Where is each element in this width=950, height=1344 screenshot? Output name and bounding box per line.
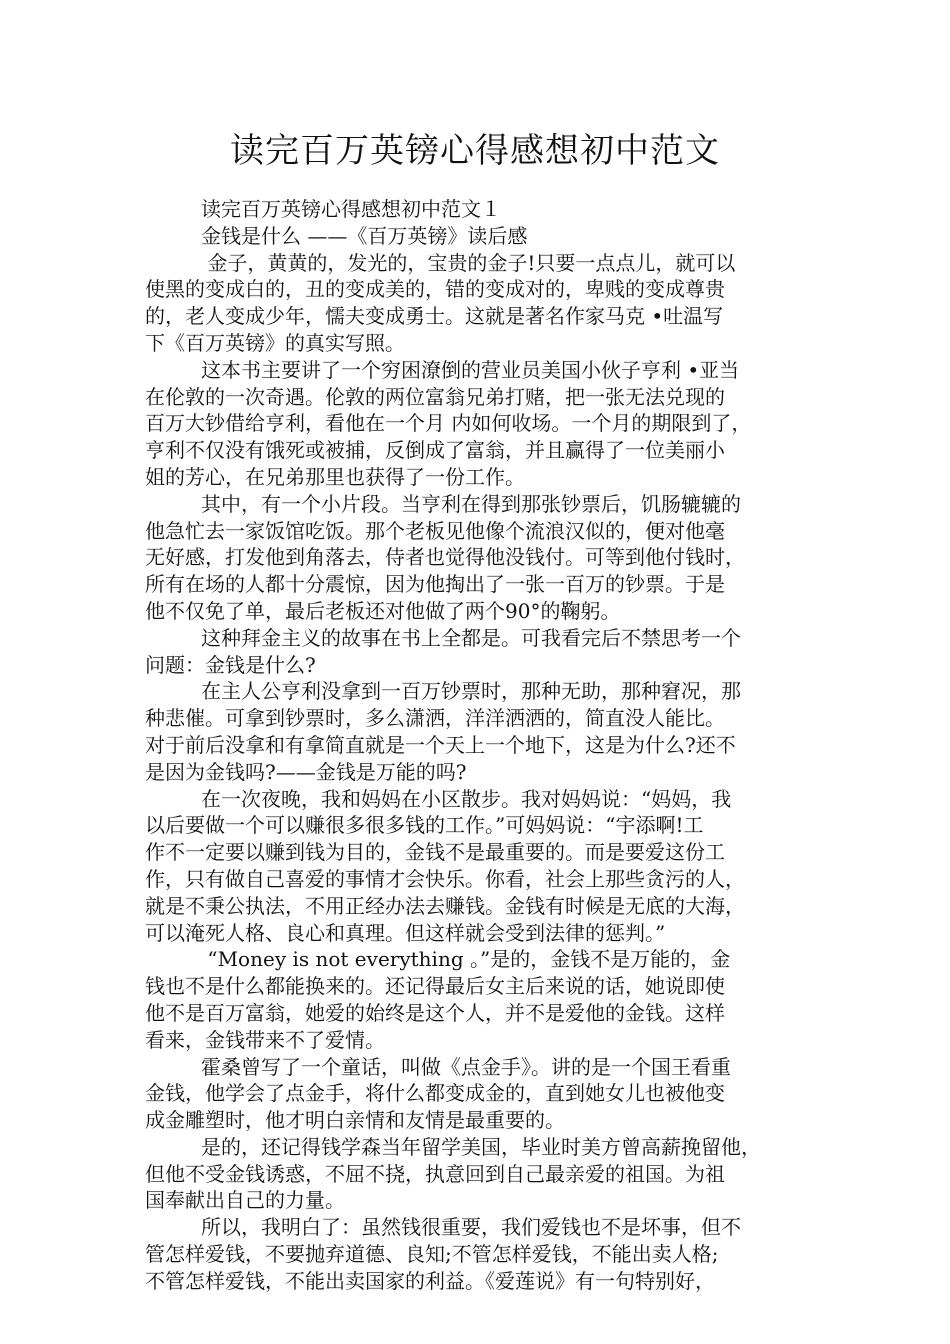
text-line: 看来，金钱带来不了爱情。 [145, 1027, 385, 1052]
text-line: 作不一定要以赚到钱为目的，金钱不是最重要的。而是要爱这份工 [145, 840, 725, 865]
text-line: 种悲催。可拿到钞票时，多么潇洒，洋洋洒洒的，简直没人能比。 [145, 706, 725, 731]
text-line: 金子，黄黄的，发光的，宝贵的金子!只要一点点儿，就可以 [201, 250, 736, 275]
text-line: 的，老人变成少年，懦夫变成勇士。这就是著名作家马克 •吐温写 [145, 304, 724, 329]
text-line: 作，只有做自己喜爱的事情才会快乐。你看，社会上那些贪污的人， [145, 866, 745, 891]
text-line: 这本书主要讲了一个穷困潦倒的营业员美国小伙子亨利 •亚当 [201, 357, 740, 382]
text-line: 他不是百万富翁，她爱的始终是这个人，并不是爱他的金钱。这样 [145, 1000, 725, 1025]
text-line: 钱也不是什么都能换来的。还记得最后女主后来说的话，她说即使 [145, 974, 725, 999]
text-line: 下《百万英镑》的真实写照。 [145, 330, 405, 355]
text-line: 姐的芳心，在兄弟那里也获得了一份工作。 [145, 464, 525, 489]
document-title: 读完百万英镑心得感想初中范文 [230, 131, 720, 171]
document-body [145, 196, 815, 1295]
text-line: 在主人公亨利没拿到一百万钞票时，那种无助，那种窘况，那 [201, 679, 741, 704]
text-line: 亨利不仅没有饿死或被捕，反倒成了富翁，并且赢得了一位美丽小 [145, 438, 725, 463]
text-line: 就是不秉公执法，不用正经办法去赚钱。金钱有时候是无底的大海， [145, 893, 745, 918]
text-line: 成金雕塑时，他才明白亲情和友情是最重要的。 [145, 1108, 565, 1133]
text-line: 以后要做一个可以赚很多很多钱的工作。”可妈妈说：“宇添啊!工 [145, 813, 704, 838]
text-line: 无好感，打发他到角落去，侍者也觉得他没钱付。可等到他付钱时， [145, 545, 745, 570]
text-line: 问题：金钱是什么? [145, 652, 316, 677]
text-line: 读完百万英镑心得感想初中范文１ [201, 197, 501, 221]
text-line: 所以，我明白了：虽然钱很重要，我们爱钱也不是坏事，但不 [201, 1215, 741, 1240]
text-line: 可以淹死人格、良心和真理。但这样就会受到法律的惩判。” [145, 920, 666, 945]
text-line: 管怎样爱钱，不要抛弃道德、良知;不管怎样爱钱，不能出卖人格; [145, 1242, 719, 1267]
text-line: 他不仅免了单，最后老板还对他做了两个90°的鞠躬。 [145, 598, 621, 623]
text-line: 金钱是什么 ——《百万英镑》读后感 [201, 223, 528, 248]
text-line: 但他不受金钱诱惑，不屈不挠，执意回到自己最亲爱的祖国。为祖 [145, 1161, 725, 1186]
text-line: 霍桑曾写了一个童话，叫做《点金手》。讲的是一个国王看重 [201, 1054, 731, 1079]
text-line: 他急忙去一家饭馆吃饭。那个老板见他像个流浪汉似的，便对他毫 [145, 518, 725, 543]
text-line: “Money is not everything 。”是的，金钱不是万能的，金 [201, 947, 731, 972]
text-line: 是的，还记得钱学森当年留学美国，毕业时美方曾高薪挽留他， [201, 1134, 761, 1159]
text-line: 金钱，他学会了点金手，将什么都变成金的，直到她女儿也被他变 [145, 1081, 725, 1106]
text-line: 所有在场的人都十分震惊，因为他掏出了一张一百万的钞票。于是 [145, 572, 725, 597]
text-line: 不管怎样爱钱，不能出卖国家的利益。《爱莲说》有一句特别好， [145, 1268, 715, 1293]
text-line: 其中，有一个小片段。当亨利在得到那张钞票后，饥肠辘辘的 [201, 491, 741, 516]
text-line: 国奉献出自己的力量。 [145, 1188, 345, 1213]
text-line: 在一次夜晚，我和妈妈在小区散步。我对妈妈说：“妈妈，我 [201, 786, 732, 811]
text-line: 在伦敦的一次奇遇。伦敦的两位富翁兄弟打赌，把一张无法兑现的 [145, 384, 725, 409]
text-line: 这种拜金主义的故事在书上全都是。可我看完后不禁思考一个 [201, 625, 741, 650]
text-line: 使黑的变成白的，丑的变成美的，错的变成对的，卑贱的变成尊贵 [145, 277, 725, 302]
text-line: 是因为金钱吗?——金钱是万能的吗? [145, 759, 467, 784]
text-line: 对于前后没拿和有拿简直就是一个天上一个地下，这是为什么?还不 [145, 732, 736, 757]
text-line: 百万大钞借给亨利，看他在一个月 内如何收场。一个月的期限到了， [145, 411, 752, 436]
